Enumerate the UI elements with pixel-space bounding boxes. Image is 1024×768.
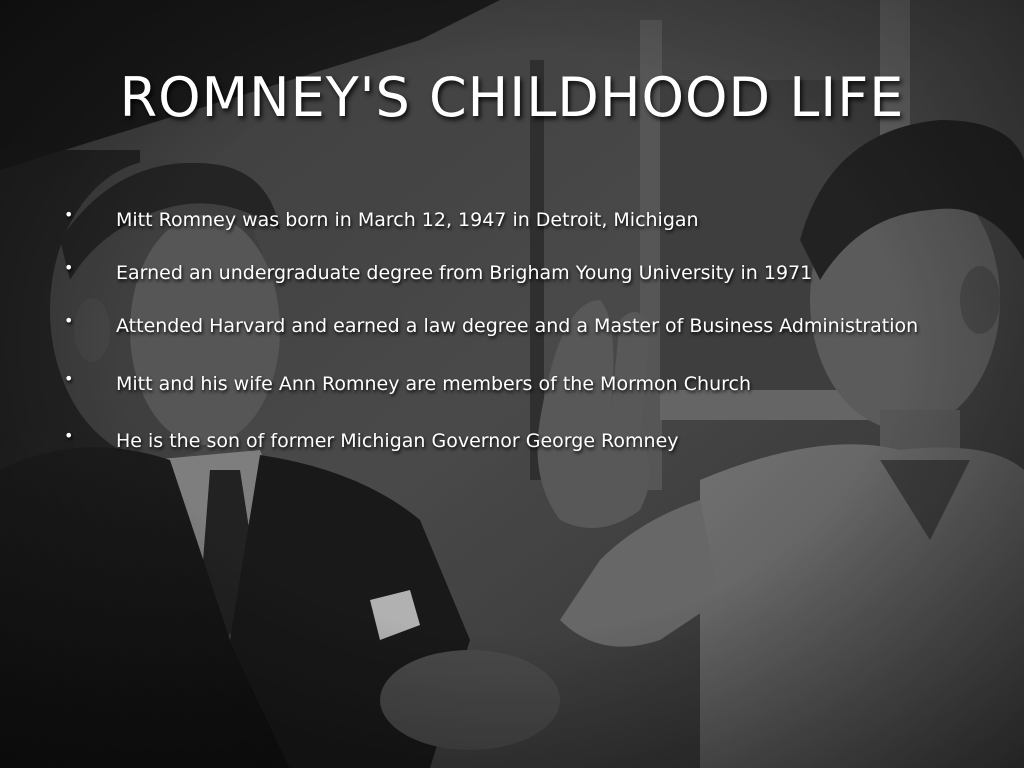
bullet-icon: • <box>64 205 74 224</box>
bullet-text: Mitt and his wife Ann Romney are members of the Mormon Church <box>116 373 751 395</box>
list-item <box>64 205 1004 232</box>
bullet-text: He is the son of former Michigan Governor George Romney <box>116 430 679 452</box>
bullet-icon: • <box>64 426 74 445</box>
bullet-icon: • <box>64 311 74 330</box>
list-item <box>64 369 1004 396</box>
list-item <box>64 311 1004 338</box>
list-item <box>64 258 1004 285</box>
bullet-text: Earned an undergraduate degree from Brigham Young University in 1971 <box>116 262 813 284</box>
bullet-icon: • <box>64 258 74 277</box>
list-item <box>64 426 1004 453</box>
bullet-icon: • <box>64 369 74 388</box>
bullet-text: Mitt Romney was born in March 12, 1947 in Detroit, Michigan <box>116 209 699 231</box>
bullet-text: Attended Harvard and earned a law degree and a Master of Business Administration <box>116 315 919 337</box>
slide-title: ROMNEY'S CHILDHOOD LIFE <box>119 66 905 129</box>
